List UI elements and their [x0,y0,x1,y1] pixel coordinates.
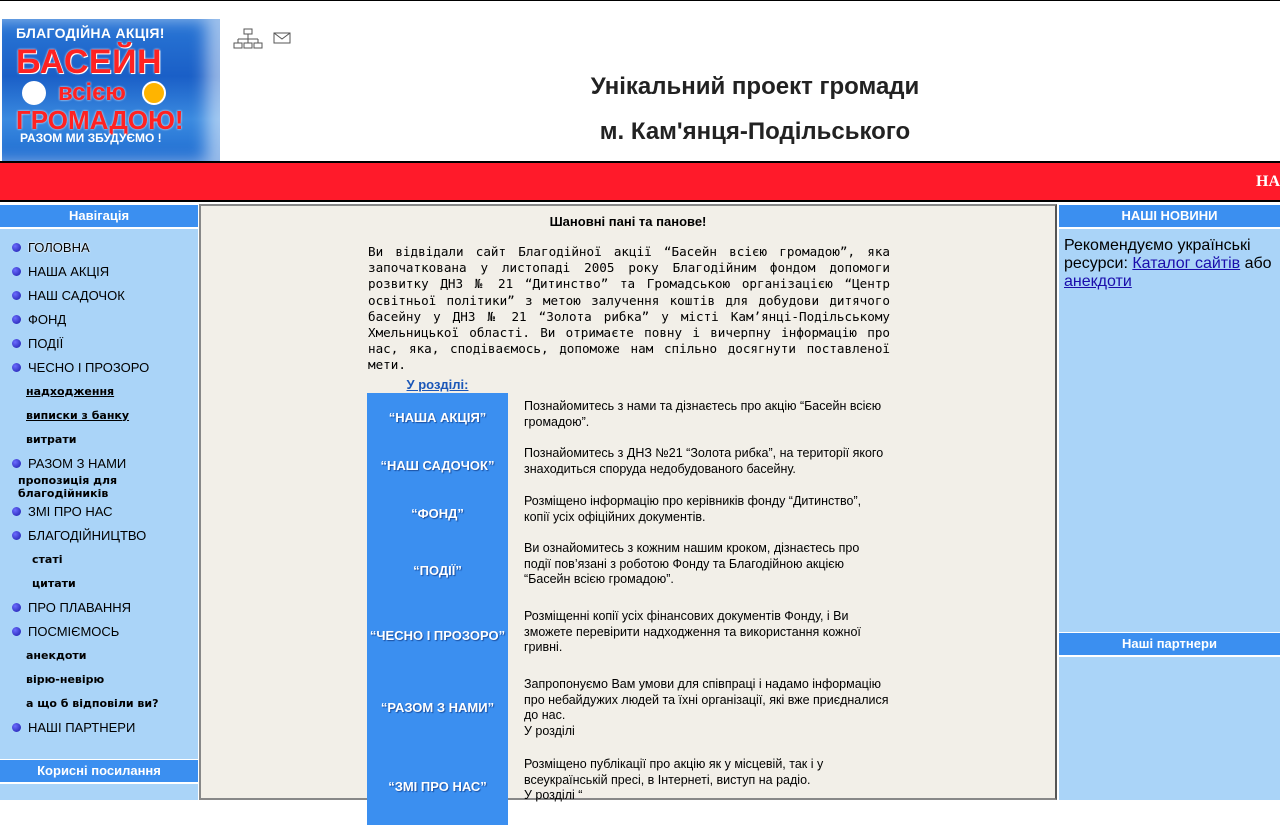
logo-line-2: БАСЕЙН [16,43,163,81]
bullet-icon [12,627,21,636]
news-marquee [0,161,1280,202]
nav-item-label: ГОЛОВНА [28,239,90,255]
nav-item-label: витрати [26,432,77,446]
section-button[interactable]: “ПОДІЇ” [367,537,508,603]
intro-paragraph: Ви відвідали сайт Благодійної акції “Басейн всією громадою”, яка започаткована у листопаді 2005 року Благодійним фондом допомоги розвитку ДНЗ № 21 “Дитинство” та Громадською організацією “Центр освітньої політики” з метою залучення коштів для добудови дитячого басейну у ДНЗ № 21 “Золота рибка” у місті Кам’янці-Подільському Хмельницької області. Ви отримаєте повну і вичерпну інформацію про нас, яка, сподіваємось, допоможе нам спільно досягнути поставленої мети. [368,244,890,373]
mail-icon[interactable] [273,28,301,48]
right-sidebar [1059,204,1280,800]
section-row [367,489,887,537]
section-row [367,441,887,489]
useful-links-heading: Корисні посилання [0,759,198,784]
nav-subitem[interactable] [0,571,198,595]
logo-line-5: РАЗОМ МИ ЗБУДУЄМО ! [20,131,162,145]
nav-item[interactable] [0,331,198,355]
nav-item[interactable] [0,283,198,307]
section-description: Розміщенні копії усіх фінансових документів Фонду, і Ви зможете перевірити надходження та використання кожної гривні. [524,609,861,654]
header-icons [233,28,301,48]
news-heading: НАШІ НОВИНИ [1059,204,1280,229]
section-button[interactable]: “НАШ САДОЧОК” [367,441,508,489]
main-content [199,204,1057,800]
nav-item-label: ЧЕСНО І ПРОЗОРО [28,359,150,375]
section-row [367,537,887,603]
section-description: Ви ознайомитесь з кожним нашим кроком, дізнаєтесь про події пов’язані з роботою Фонду та Благодійною акцією “Басейн всією громадою”. [524,541,860,586]
nav-item[interactable] [0,715,198,739]
nav-item-label: ФОНД [28,311,67,327]
logo-line-4: ГРОМАДОЮ! [16,105,184,135]
greeting: Шановні пані та панове! [549,214,707,229]
section-button[interactable]: “ЗМІ ПРО НАС” [367,747,508,825]
page-title-line-1: Унікальний проект громади [590,73,920,100]
nav-item[interactable] [0,499,198,523]
news-text-between: або [1240,255,1272,272]
section-button[interactable]: “НАША АКЦІЯ” [367,393,508,441]
bullet-icon [12,531,21,540]
nav-item-label: НАШІ ПАРТНЕРИ [28,719,136,735]
sitemap-icon[interactable] [233,28,261,48]
nav-subitem[interactable] [0,475,198,499]
bullet-icon [12,267,21,276]
left-sidebar [0,204,198,800]
nav-subitem[interactable] [0,667,198,691]
section-row [367,747,887,825]
section-description: Розміщено інформацію про керівників фонду “Дитинство”, копії усіх офіційних документів. [524,494,862,524]
section-description: Познайомитесь з ДНЗ №21 “Золота рибка”, на території якого знаходиться споруда недобудованого басейну. [524,446,884,476]
logo-line-3: всією [58,79,126,106]
section-button[interactable]: “РАЗОМ З НАМИ” [367,667,508,747]
bullet-icon [12,363,21,372]
nav-item-label: цитати [32,576,76,590]
nav-item[interactable] [0,595,198,619]
nav-subitem[interactable] [0,691,198,715]
nav-item-label: пропозиція для благодійників [18,474,118,500]
section-description: Розміщено публікації про акцію як у місцевій, так і у всеукраїнській пресі, в Інтернеті, виступ на радіо. У розділі “ [524,757,824,802]
partners-heading: Наші партнери [1059,632,1280,657]
page-title-line-2: м. Кам'янця-Подільського [599,118,911,145]
section-button[interactable]: “ФОНД” [367,489,508,537]
navigation-menu [0,229,198,739]
nav-item-label: а що б відповіли ви? [26,696,159,710]
news-text [1059,229,1280,299]
nav-item-label: ЗМІ ПРО НАС [28,503,113,519]
section-description: Познайомитесь з нами та дізнаєтесь про акцію “Басейн всією громадою”. [524,399,882,429]
useful-links-panel [0,759,198,784]
nav-item-label: ПОДІЇ [28,335,64,351]
nav-item-label: РАЗОМ З НАМИ [28,455,127,471]
nav-item-label: ПОСМІЄМОСЬ [28,623,120,639]
nav-item[interactable] [0,523,198,547]
nav-subitem[interactable] [0,643,198,667]
sun-icon [142,81,166,105]
marquee-text[interactable]: НА [1256,173,1280,190]
nav-subitem[interactable] [0,379,198,403]
nav-item-label: вірю-невірю [26,672,105,686]
bullet-icon [12,459,21,468]
nav-item-label: надходження [26,384,115,398]
nav-item[interactable] [0,235,198,259]
nav-item-label: БЛАГОДІЙНИЦТВО [28,527,147,543]
site-header [0,0,1280,161]
bullet-icon [12,315,21,324]
catalog-link[interactable]: Каталог сайтів [1132,255,1241,272]
partners-panel [1059,632,1280,657]
nav-item-label: НАШ САДОЧОК [28,287,125,303]
section-row [367,667,887,747]
section-button[interactable]: “ЧЕСНО І ПРОЗОРО” [367,603,508,667]
nav-heading: Навігація [0,204,198,229]
nav-item-label: НАША АКЦІЯ [28,263,110,279]
nav-item-label: ПРО ПЛАВАННЯ [28,599,132,615]
bullet-icon [12,339,21,348]
logo-line-1: БЛАГОДІЙНА АКЦІЯ! [16,25,165,41]
news-text-before: Рекомендуємо українські ресурси: [1064,237,1251,272]
section-row [367,393,887,441]
nav-item[interactable] [0,259,198,283]
bullet-icon [12,243,21,252]
jokes-link[interactable]: анекдоти [1064,273,1132,290]
bullet-icon [12,723,21,732]
nav-subitem[interactable] [0,547,198,571]
bullet-icon [12,603,21,612]
nav-item[interactable] [0,355,198,379]
nav-item[interactable] [0,451,198,475]
campaign-logo[interactable] [2,19,220,162]
nav-item[interactable] [0,619,198,643]
section-description: Запропонуємо Вам умови для співпраці і надамо інформацію про небайдужих людей та їхні організації, які вже приєдналися до нас. У розділі [524,677,889,738]
nav-item[interactable] [0,307,198,331]
nav-item-label: статі [32,552,63,566]
nav-subitem[interactable] [0,427,198,451]
nav-item-label: виписки з банку [26,408,130,422]
bullet-icon [12,291,21,300]
nav-subitem[interactable] [0,403,198,427]
section-row [367,603,887,667]
section-link[interactable]: У розділі: [406,377,469,392]
emblem-icon [22,81,46,105]
nav-item-label: анекдоти [26,648,87,662]
bullet-icon [12,507,21,516]
